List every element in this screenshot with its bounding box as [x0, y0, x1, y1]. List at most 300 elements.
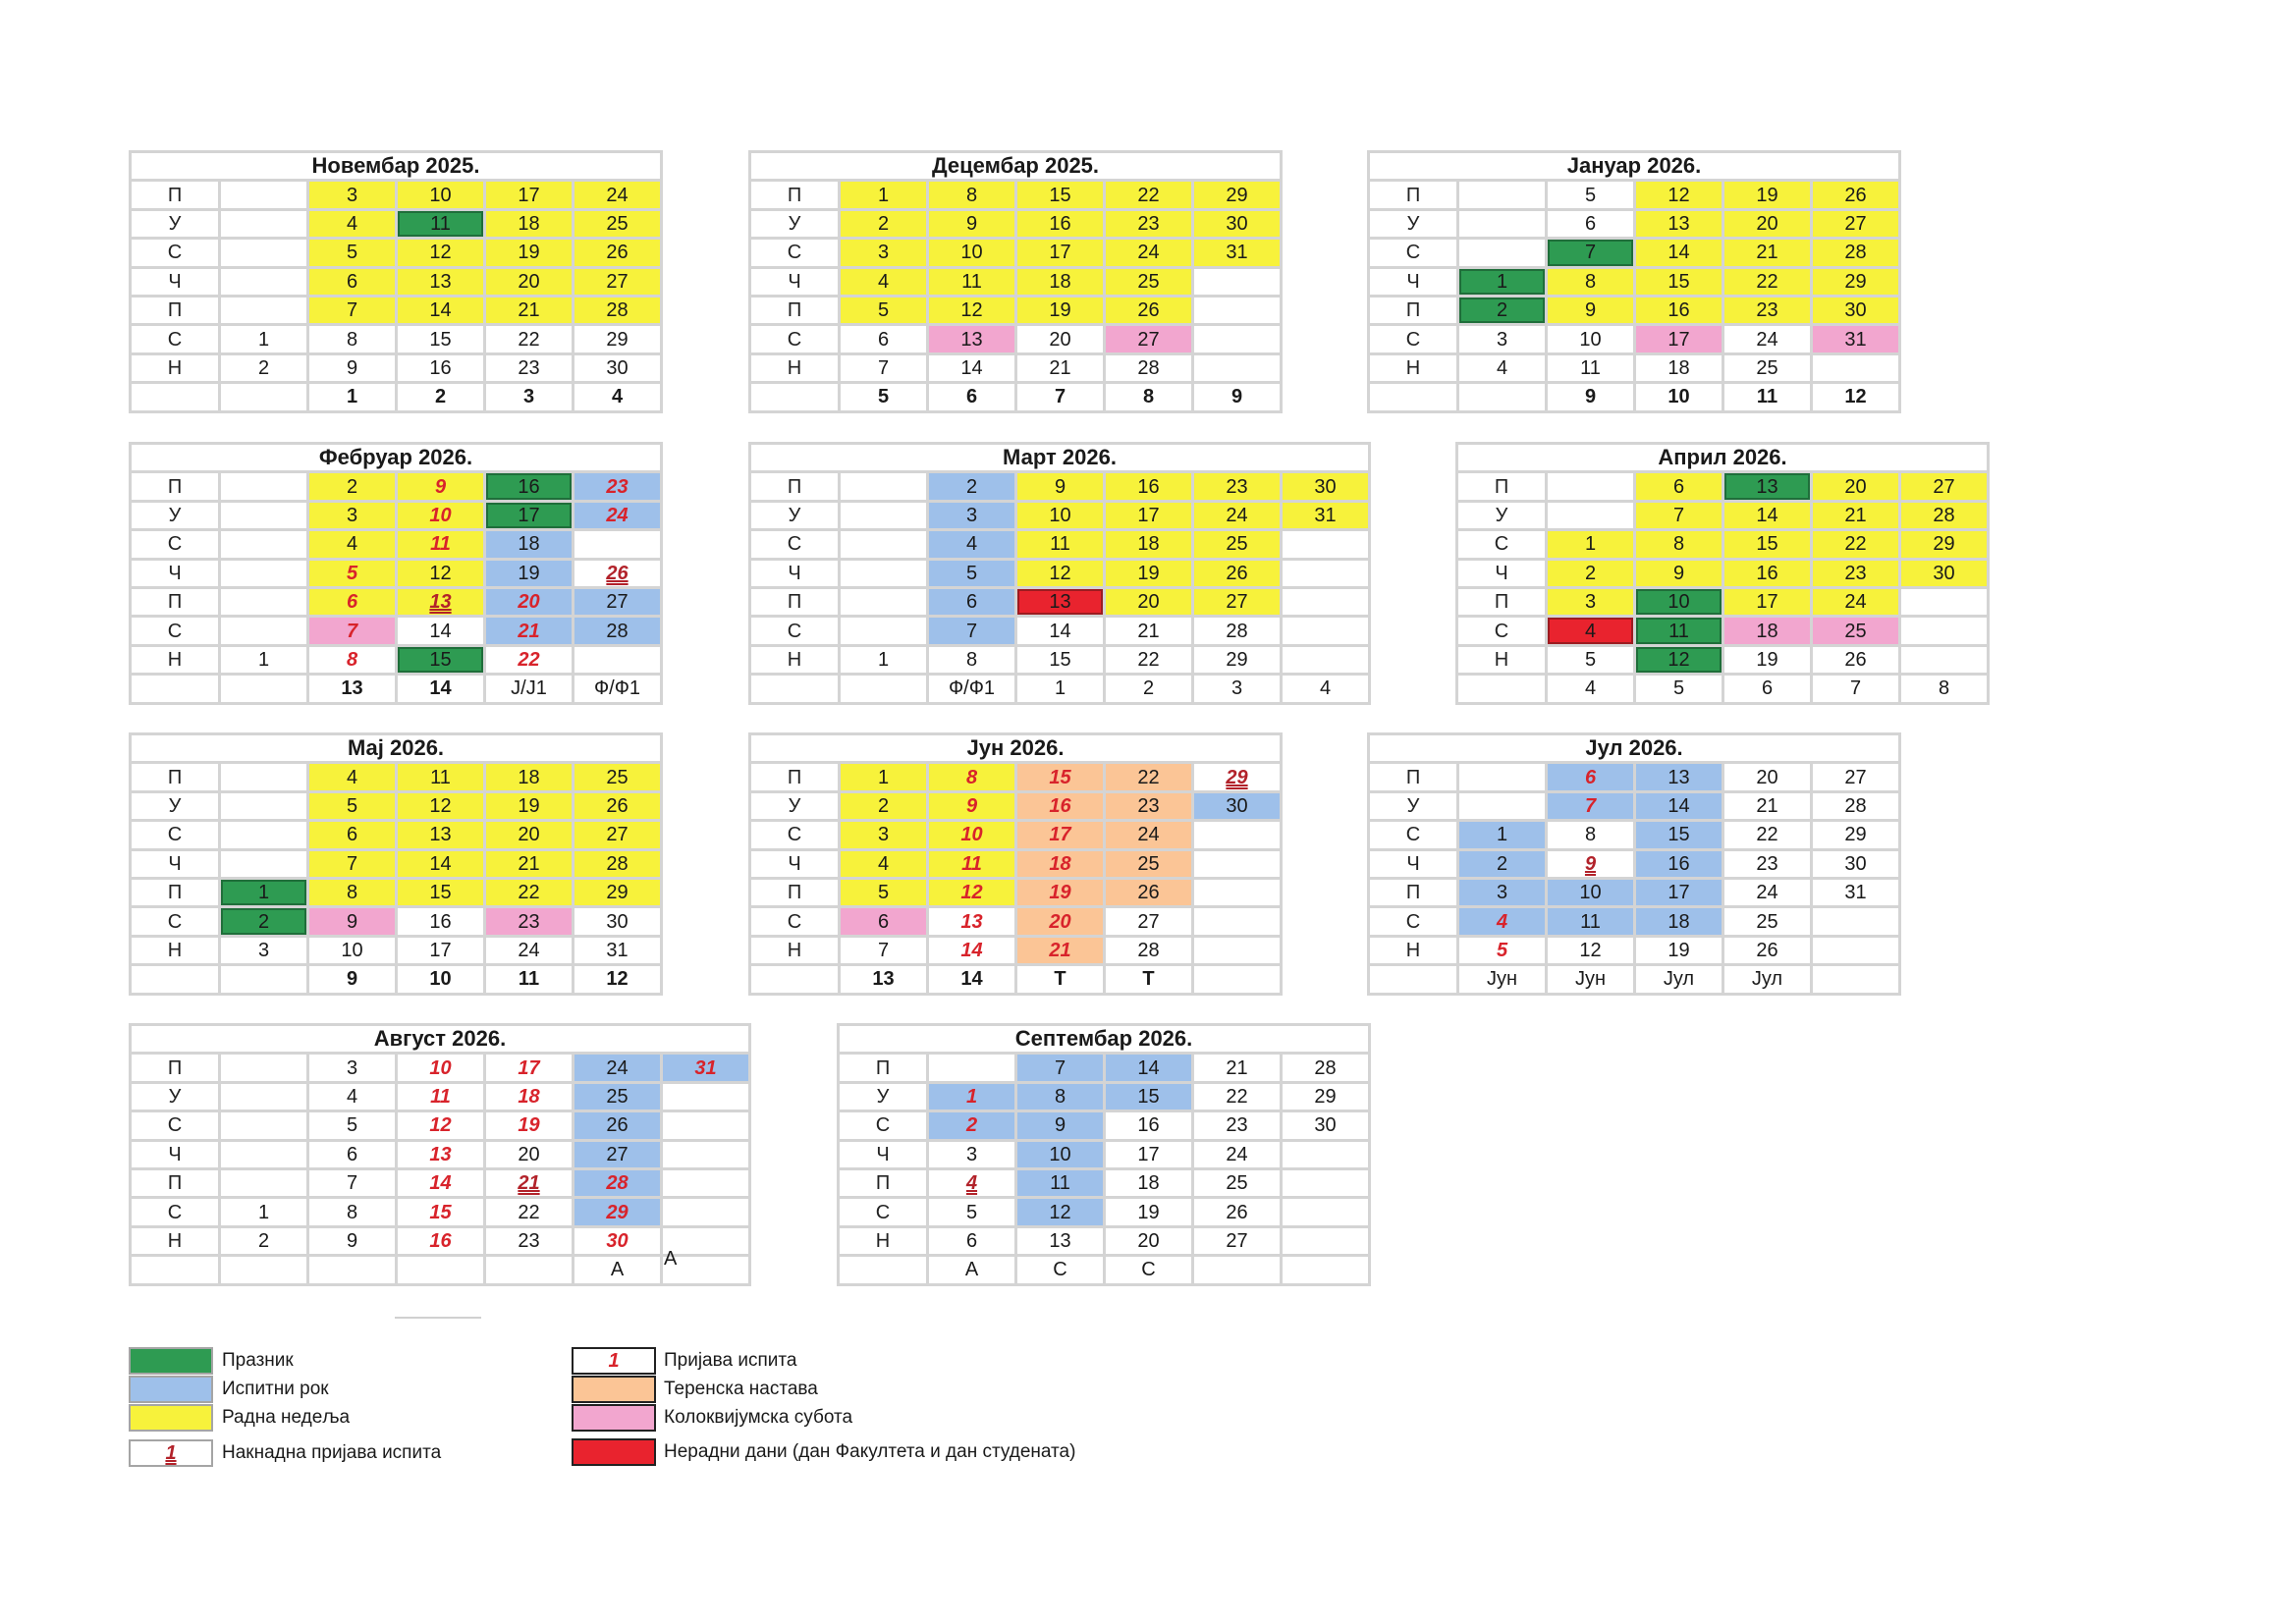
day-cell: 9	[1016, 1111, 1105, 1140]
day-cell: 15	[1635, 821, 1723, 849]
week-number	[750, 383, 840, 411]
week-number	[220, 383, 308, 411]
day-cell: 14	[1105, 1054, 1193, 1082]
weekday-label: С	[839, 1111, 928, 1140]
extra-week-label: А	[664, 1248, 678, 1271]
day-cell: 17	[1635, 325, 1723, 353]
day-cell: 18	[485, 763, 574, 791]
day-cell: 20	[1016, 325, 1105, 353]
day-cell: 7	[840, 353, 928, 382]
day-cell: 2	[928, 1111, 1016, 1140]
day-cell	[1812, 907, 1900, 936]
day-cell: 3	[308, 181, 397, 209]
week-number: С	[1016, 1256, 1105, 1284]
week-number: Ф/Ф1	[928, 675, 1016, 703]
weekday-row	[131, 1111, 750, 1140]
weekday-label: П	[750, 472, 840, 501]
day-cell: 6	[1547, 763, 1635, 791]
day-cell: 12	[397, 1111, 485, 1140]
weekday-row	[1457, 645, 1989, 674]
day-cell: 23	[1723, 849, 1812, 878]
week-number-row	[131, 383, 662, 411]
day-cell: 23	[574, 472, 662, 501]
month-table-feb	[129, 442, 663, 705]
week-number: J/J1	[485, 675, 574, 703]
week-number: 10	[1635, 383, 1723, 411]
day-cell	[220, 763, 308, 791]
month-table-may	[129, 732, 663, 996]
weekday-label: П	[750, 587, 840, 616]
weekday-row	[1369, 936, 1900, 964]
week-number	[1457, 675, 1547, 703]
weekday-row	[750, 936, 1282, 964]
day-cell: 8	[308, 325, 397, 353]
week-number: 9	[1547, 383, 1635, 411]
month-title: Јануар 2026.	[1369, 152, 1900, 181]
legend-swatch-exam-period	[129, 1376, 213, 1403]
day-cell: 28	[1812, 239, 1900, 267]
weekday-label: П	[131, 878, 220, 906]
day-cell: 25	[574, 763, 662, 791]
day-cell: 30	[1282, 1111, 1370, 1140]
weekday-row	[750, 645, 1370, 674]
day-cell: 13	[1635, 209, 1723, 238]
weekday-row	[839, 1226, 1370, 1255]
day-cell: 3	[1547, 587, 1635, 616]
week-number: 14	[397, 675, 485, 703]
weekday-row	[1457, 501, 1989, 529]
day-cell: 23	[1193, 1111, 1282, 1140]
day-cell: 14	[1723, 501, 1812, 529]
day-cell: 2	[1547, 559, 1635, 587]
day-cell: 20	[485, 267, 574, 296]
weekday-row	[131, 325, 662, 353]
day-cell: 21	[1016, 353, 1105, 382]
day-cell: 18	[1723, 617, 1812, 645]
day-cell	[662, 1140, 750, 1168]
day-cell	[1193, 353, 1282, 382]
day-cell: 14	[397, 1168, 485, 1197]
day-cell	[840, 530, 928, 559]
day-cell: 12	[928, 296, 1016, 324]
day-cell: 2	[840, 209, 928, 238]
week-number	[1812, 965, 1900, 994]
day-cell	[1282, 1168, 1370, 1197]
weekday-label: С	[1457, 530, 1547, 559]
day-cell: 5	[928, 559, 1016, 587]
month-title: Мај 2026.	[131, 734, 662, 763]
week-number-row	[1369, 965, 1900, 994]
day-cell: 3	[1458, 325, 1547, 353]
day-cell	[1547, 472, 1635, 501]
weekday-label: Ч	[131, 849, 220, 878]
weekday-row	[750, 325, 1282, 353]
day-cell: 21	[485, 849, 574, 878]
day-cell	[662, 1082, 750, 1110]
day-cell: 7	[1016, 1054, 1105, 1082]
weekday-row	[750, 530, 1370, 559]
weekday-label: П	[131, 181, 220, 209]
day-cell: 22	[485, 1198, 574, 1226]
legend-label-exam-period: Испитни рок	[222, 1379, 329, 1399]
day-cell: 27	[574, 267, 662, 296]
legend-swatch-late-registration: 1	[129, 1439, 213, 1467]
day-cell: 3	[1458, 878, 1547, 906]
day-cell: 8	[308, 878, 397, 906]
weekday-row	[131, 1082, 750, 1110]
day-cell: 4	[928, 530, 1016, 559]
day-cell: 3	[928, 501, 1016, 529]
weekday-label: П	[750, 181, 840, 209]
day-cell: 13	[928, 325, 1016, 353]
day-cell: 16	[1016, 209, 1105, 238]
day-cell: 7	[1635, 501, 1723, 529]
day-cell: 21	[1723, 239, 1812, 267]
weekday-label: У	[750, 209, 840, 238]
day-cell: 14	[397, 296, 485, 324]
week-number: 3	[485, 383, 574, 411]
week-number-row	[750, 383, 1282, 411]
day-cell: 7	[1547, 791, 1635, 820]
day-cell: 18	[485, 530, 574, 559]
day-cell	[220, 791, 308, 820]
day-cell: 28	[574, 617, 662, 645]
day-cell: 21	[1016, 936, 1105, 964]
weekday-row	[1369, 239, 1900, 267]
day-cell: 17	[1016, 239, 1105, 267]
day-cell: 12	[928, 878, 1016, 906]
weekday-label: С	[131, 1111, 220, 1140]
weekday-label: Н	[750, 645, 840, 674]
weekday-label: С	[131, 617, 220, 645]
week-number: 1	[308, 383, 397, 411]
weekday-label: С	[750, 239, 840, 267]
day-cell: 24	[1105, 821, 1193, 849]
week-number: 6	[928, 383, 1016, 411]
weekday-label: С	[1369, 821, 1458, 849]
day-cell: 26	[1193, 1198, 1282, 1226]
day-cell: 28	[1105, 353, 1193, 382]
week-number-row	[1457, 675, 1989, 703]
day-cell: 20	[1723, 209, 1812, 238]
week-number	[485, 1256, 574, 1284]
week-number-row	[1369, 383, 1900, 411]
weekday-row	[1369, 878, 1900, 906]
day-cell	[1812, 936, 1900, 964]
day-cell: 6	[1635, 472, 1723, 501]
day-cell: 8	[308, 645, 397, 674]
day-cell: 2	[1458, 849, 1547, 878]
weekday-row	[131, 1226, 750, 1255]
weekday-label: Ч	[131, 267, 220, 296]
day-cell: 6	[308, 821, 397, 849]
day-cell: 25	[574, 1082, 662, 1110]
day-cell: 17	[485, 501, 574, 529]
month-title: Март 2026.	[750, 444, 1370, 472]
day-cell: 18	[485, 209, 574, 238]
week-number-row	[131, 675, 662, 703]
day-cell: 23	[485, 353, 574, 382]
day-cell: 11	[928, 267, 1016, 296]
month-title: Април 2026.	[1457, 444, 1989, 472]
weekday-label: С	[131, 907, 220, 936]
weekday-label: Н	[839, 1226, 928, 1255]
week-number-row	[750, 675, 1370, 703]
day-cell: 26	[574, 239, 662, 267]
weekday-label: Н	[750, 353, 840, 382]
day-cell: 6	[308, 267, 397, 296]
day-cell	[1282, 530, 1370, 559]
weekday-label: С	[839, 1198, 928, 1226]
weekday-label: У	[750, 501, 840, 529]
weekday-label: С	[131, 821, 220, 849]
day-cell: 6	[840, 907, 928, 936]
week-number: 12	[574, 965, 662, 994]
day-cell: 18	[1635, 353, 1723, 382]
day-cell: 27	[1105, 325, 1193, 353]
weekday-row	[131, 587, 662, 616]
day-cell: 12	[1635, 181, 1723, 209]
day-cell: 1	[840, 645, 928, 674]
day-cell: 24	[1105, 239, 1193, 267]
day-cell: 15	[1635, 267, 1723, 296]
weekday-row	[750, 587, 1370, 616]
weekday-row	[131, 763, 662, 791]
weekday-row	[750, 821, 1282, 849]
weekday-row	[131, 1054, 750, 1082]
week-number	[131, 675, 220, 703]
weekday-label: Ч	[750, 267, 840, 296]
week-number	[397, 1256, 485, 1284]
day-cell: 28	[1105, 936, 1193, 964]
day-cell: 4	[840, 267, 928, 296]
day-cell: 2	[1458, 296, 1547, 324]
week-number	[750, 675, 840, 703]
day-cell: 31	[1282, 501, 1370, 529]
weekday-label: У	[131, 1082, 220, 1110]
day-cell: 10	[928, 821, 1016, 849]
weekday-label: С	[750, 617, 840, 645]
day-cell	[1193, 267, 1282, 296]
day-cell: 5	[1547, 645, 1635, 674]
weekday-label: Ч	[1457, 559, 1547, 587]
day-cell: 15	[1016, 181, 1105, 209]
day-cell	[1458, 763, 1547, 791]
day-cell: 13	[1016, 1226, 1105, 1255]
day-cell: 20	[1016, 907, 1105, 936]
day-cell: 23	[1193, 472, 1282, 501]
day-cell: 5	[840, 296, 928, 324]
month-table-jun	[748, 732, 1283, 996]
day-cell: 11	[397, 209, 485, 238]
day-cell	[220, 239, 308, 267]
day-cell: 17	[485, 181, 574, 209]
week-number	[131, 1256, 220, 1284]
day-cell: 1	[220, 878, 308, 906]
weekday-row	[750, 239, 1282, 267]
day-cell: 12	[397, 559, 485, 587]
weekday-label: Н	[131, 353, 220, 382]
day-cell: 22	[485, 878, 574, 906]
week-number: Јун	[1458, 965, 1547, 994]
weekday-label: Н	[131, 1226, 220, 1255]
day-cell	[220, 501, 308, 529]
weekday-row	[750, 181, 1282, 209]
week-number	[220, 965, 308, 994]
weekday-row	[131, 645, 662, 674]
day-cell: 5	[840, 878, 928, 906]
day-cell	[220, 559, 308, 587]
day-cell: 26	[1812, 645, 1900, 674]
day-cell: 29	[1193, 763, 1282, 791]
day-cell: 31	[1812, 878, 1900, 906]
day-cell	[220, 1140, 308, 1168]
week-number: Јул	[1635, 965, 1723, 994]
day-cell: 1	[220, 1198, 308, 1226]
week-number	[750, 965, 840, 994]
weekday-row	[1369, 181, 1900, 209]
weekday-row	[750, 472, 1370, 501]
day-cell: 15	[397, 645, 485, 674]
day-cell: 27	[1812, 209, 1900, 238]
day-cell: 25	[1105, 267, 1193, 296]
day-cell	[840, 617, 928, 645]
day-cell: 14	[928, 936, 1016, 964]
day-cell: 25	[1812, 617, 1900, 645]
week-number: 6	[1723, 675, 1812, 703]
day-cell: 9	[397, 472, 485, 501]
day-cell	[1282, 645, 1370, 674]
month-table-jan	[1367, 150, 1901, 413]
day-cell: 4	[840, 849, 928, 878]
weekday-label: У	[839, 1082, 928, 1110]
day-cell: 2	[220, 1226, 308, 1255]
day-cell: 13	[397, 587, 485, 616]
day-cell: 4	[308, 209, 397, 238]
day-cell: 11	[397, 1082, 485, 1110]
day-cell: 6	[1547, 209, 1635, 238]
day-cell: 21	[1105, 617, 1193, 645]
day-cell: 7	[308, 849, 397, 878]
day-cell: 2	[220, 353, 308, 382]
day-cell: 2	[928, 472, 1016, 501]
weekday-row	[1369, 791, 1900, 820]
day-cell	[928, 1054, 1016, 1082]
weekday-label: П	[1369, 878, 1458, 906]
legend-swatch-non-working-days	[572, 1438, 656, 1466]
day-cell	[1458, 209, 1547, 238]
day-cell: 17	[1723, 587, 1812, 616]
weekday-row	[1369, 763, 1900, 791]
day-cell: 29	[1812, 821, 1900, 849]
weekday-row	[1369, 353, 1900, 382]
week-number: Т	[1016, 965, 1105, 994]
weekday-label: С	[131, 530, 220, 559]
week-number	[131, 965, 220, 994]
day-cell: 9	[308, 907, 397, 936]
day-cell: 26	[1193, 559, 1282, 587]
week-number: 10	[397, 965, 485, 994]
day-cell: 27	[574, 1140, 662, 1168]
day-cell: 12	[397, 791, 485, 820]
weekday-label: П	[750, 878, 840, 906]
day-cell: 16	[1635, 296, 1723, 324]
weekday-row	[1457, 472, 1989, 501]
week-number: 12	[1812, 383, 1900, 411]
day-cell: 13	[397, 821, 485, 849]
day-cell: 31	[1812, 325, 1900, 353]
weekday-label: Ч	[131, 559, 220, 587]
day-cell: 10	[397, 501, 485, 529]
day-cell: 21	[485, 296, 574, 324]
day-cell	[220, 821, 308, 849]
weekday-row	[131, 878, 662, 906]
month-title: Новембар 2025.	[131, 152, 662, 181]
week-number: 9	[1193, 383, 1282, 411]
legend-swatch-colloquium-saturday	[572, 1404, 656, 1432]
week-number: 8	[1900, 675, 1989, 703]
day-cell	[574, 645, 662, 674]
week-number	[220, 1256, 308, 1284]
weekday-label: Н	[1457, 645, 1547, 674]
weekday-row	[839, 1198, 1370, 1226]
week-number: Ф/Ф1	[574, 675, 662, 703]
day-cell: 15	[397, 1198, 485, 1226]
day-cell	[220, 617, 308, 645]
day-cell: 23	[485, 907, 574, 936]
month-table-aug	[129, 1023, 751, 1286]
day-cell: 8	[1547, 267, 1635, 296]
day-cell: 19	[485, 1111, 574, 1140]
day-cell	[574, 530, 662, 559]
month-table-dec	[748, 150, 1283, 413]
weekday-label: С	[750, 325, 840, 353]
weekday-label: У	[131, 501, 220, 529]
day-cell	[220, 209, 308, 238]
day-cell: 24	[1193, 1140, 1282, 1168]
day-cell: 21	[1193, 1054, 1282, 1082]
weekday-row	[839, 1111, 1370, 1140]
day-cell	[1193, 878, 1282, 906]
month-table-nov	[129, 150, 663, 413]
weekday-row	[131, 821, 662, 849]
weekday-label: Н	[131, 645, 220, 674]
day-cell: 22	[1723, 821, 1812, 849]
day-cell	[1458, 181, 1547, 209]
day-cell: 22	[1812, 530, 1900, 559]
week-number: 1	[1016, 675, 1105, 703]
day-cell: 13	[397, 1140, 485, 1168]
day-cell: 5	[308, 559, 397, 587]
day-cell: 11	[397, 530, 485, 559]
legend-label-exam-registration: Пријава испита	[664, 1350, 797, 1371]
weekday-label: П	[750, 763, 840, 791]
legend-label-holiday: Празник	[222, 1350, 294, 1371]
day-cell: 25	[574, 209, 662, 238]
weekday-label: С	[1369, 239, 1458, 267]
weekday-row	[1369, 821, 1900, 849]
day-cell: 13	[397, 267, 485, 296]
day-cell: 11	[1547, 353, 1635, 382]
weekday-row	[750, 559, 1370, 587]
weekday-row	[1369, 325, 1900, 353]
day-cell: 12	[1016, 559, 1105, 587]
day-cell: 11	[928, 849, 1016, 878]
day-cell: 15	[1016, 763, 1105, 791]
weekday-row	[839, 1082, 1370, 1110]
weekday-label: П	[750, 296, 840, 324]
day-cell: 11	[1016, 1168, 1105, 1197]
